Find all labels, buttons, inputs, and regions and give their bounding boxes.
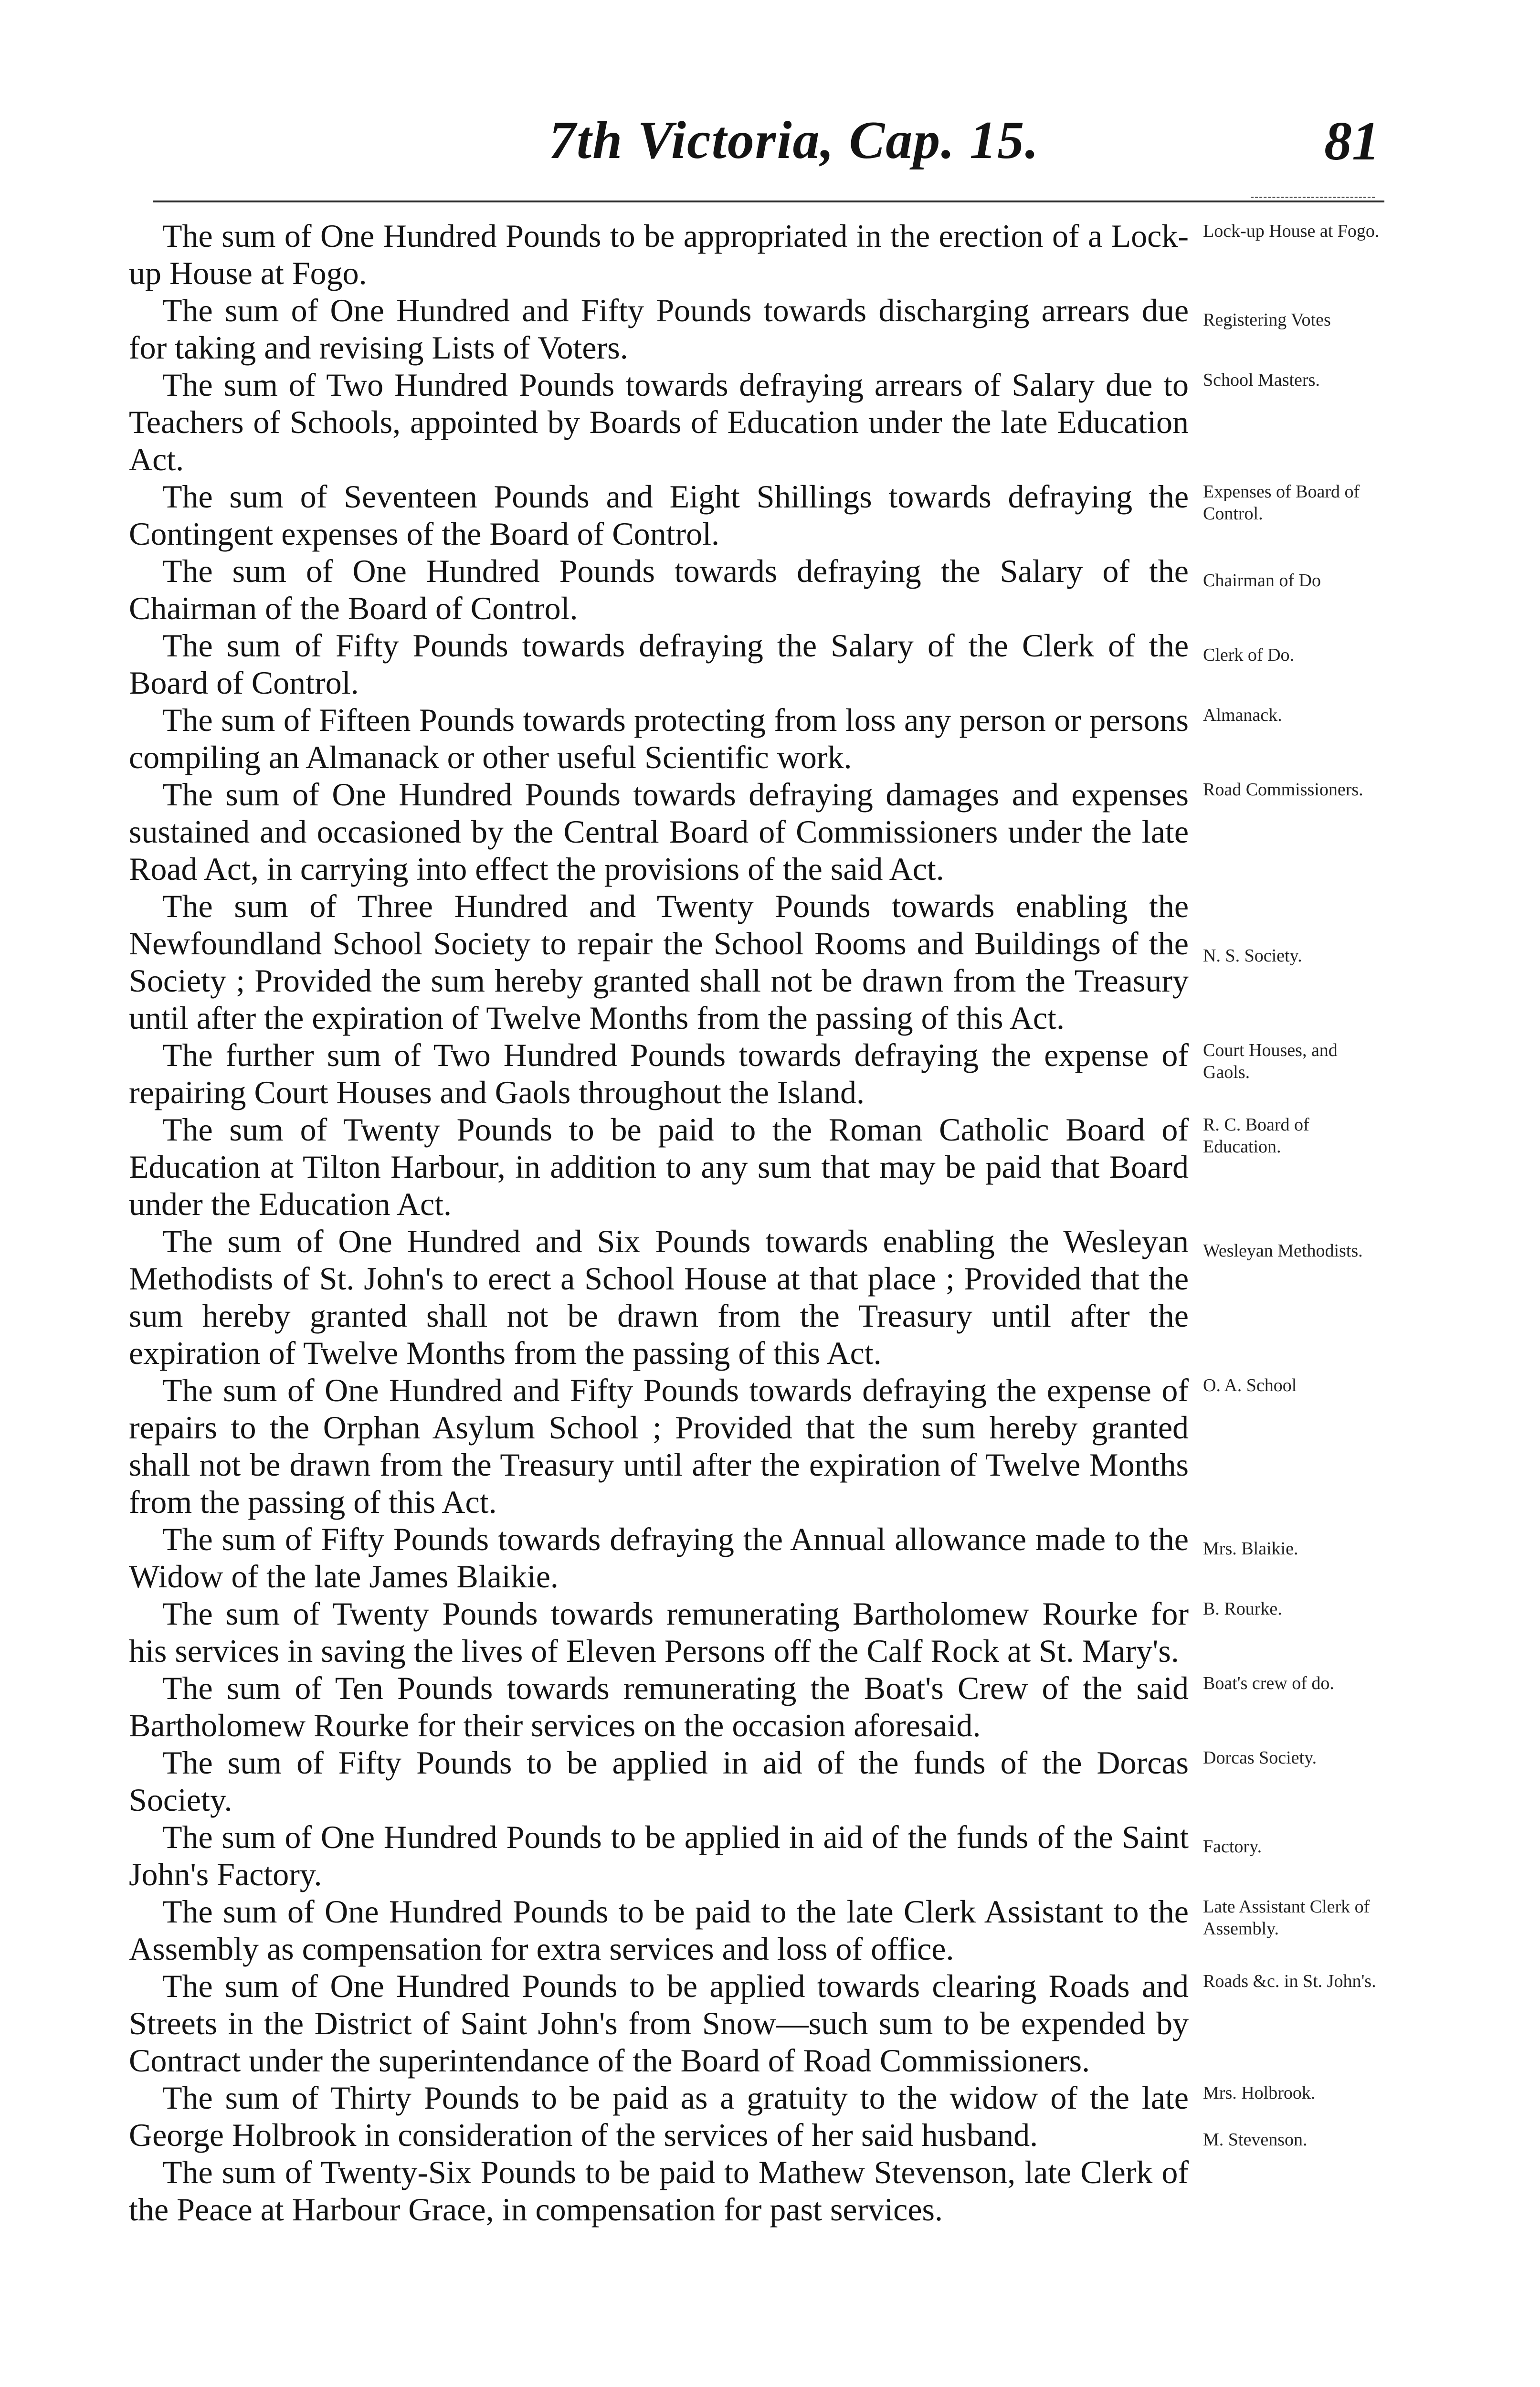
margin-note: Registering Votes — [1203, 310, 1331, 330]
margin-note: Boat's crew of do. — [1203, 1673, 1334, 1693]
margin-note: Wesleyan Methodists. — [1203, 1241, 1363, 1261]
header-rule-dash — [1251, 197, 1375, 198]
entry-factory — [129, 1818, 1384, 1893]
entry-lock-up-house — [129, 217, 1384, 292]
entry-text: The sum of One Hundred Pounds towards defraying damages and expenses sustained and occasioned by the Central Board of Commissioners under the late Road Act, in carrying into effect the provisions of the said Act. — [129, 776, 1189, 887]
margin-note: Almanack. — [1203, 705, 1282, 725]
entry-roads-snow — [129, 1967, 1384, 2079]
margin-note: School Masters. — [1203, 370, 1320, 390]
entry-orphan-asylum — [129, 1372, 1384, 1521]
header-rule — [153, 201, 1384, 202]
margin-note: Lock-up House at Fogo. — [1203, 221, 1380, 241]
entry-text: The sum of Twenty-Six Pounds to be paid to Mathew Stevenson, late Clerk of the Peace at Harbour Grace, in compensation for past services. — [129, 2154, 1189, 2228]
page-number: 81 — [1324, 111, 1380, 172]
entry-text: The sum of One Hundred and Fifty Pounds towards discharging arrears due for taking and revising Lists of Voters. — [129, 292, 1189, 366]
entry-text: The sum of One Hundred Pounds to be applied in aid of the funds of the Saint John's Factory. — [129, 1819, 1189, 1892]
entry-almanack — [129, 701, 1384, 776]
entry-text: The sum of Two Hundred Pounds towards defraying arrears of Salary due to Teachers of Schools, appointed by Boards of Education under the late Education Act. — [129, 367, 1189, 477]
entry-newfoundland-school-society — [129, 887, 1384, 1036]
entry-stevenson — [129, 2130, 1384, 2228]
entry-registering-votes — [129, 292, 1384, 366]
entry-text: The sum of Fifty Pounds towards defraying the Annual allowance made to the Widow of the late James Blaikie. — [129, 1521, 1189, 1595]
entry-rc-board — [129, 1111, 1384, 1223]
margin-note: O. A. School — [1203, 1375, 1297, 1395]
margin-note: N. S. Society. — [1203, 946, 1302, 966]
margin-note: Expenses of Board of Control. — [1203, 482, 1360, 524]
entry-text: The sum of One Hundred Pounds to be paid to the late Clerk Assistant to the Assembly as compensation for extra services and loss of office. — [129, 1893, 1189, 1967]
entry-holbrook — [129, 2079, 1384, 2154]
entry-text: The sum of Thirty Pounds to be paid as a gratuity to the widow of the late George Holbrook in consideration of the services of her said husband. — [129, 2080, 1189, 2153]
running-title: 7th Victoria, Cap. 15. — [549, 111, 1040, 170]
margin-note: M. Stevenson. — [1203, 2130, 1308, 2150]
entry-clerk — [129, 627, 1384, 701]
margin-note: Court Houses, and Gaols. — [1203, 1040, 1338, 1082]
entry-text: The sum of One Hundred Pounds to be appropriated in the erection of a Lock-up House at Fogo. — [129, 218, 1189, 291]
entry-boats-crew — [129, 1669, 1384, 1744]
entry-wesleyan-methodists — [129, 1223, 1384, 1372]
entry-text: The sum of Three Hundred and Twenty Pounds towards enabling the Newfoundland School Society to repair the School Rooms and Buildings of the Society ; Provided the sum hereby granted shall not be drawn from the Treasury until after the expiration of Twelve Months from the passing of this Act. — [129, 888, 1189, 1036]
entry-court-houses — [129, 1036, 1384, 1111]
margin-note: Dorcas Society. — [1203, 1748, 1317, 1768]
entry-clerk-assistant — [129, 1893, 1384, 1967]
margin-note: Chairman of Do — [1203, 570, 1321, 591]
margin-note: Late Assistant Clerk of Assembly. — [1203, 1897, 1370, 1939]
entry-dorcas-society — [129, 1744, 1384, 1818]
margin-note: Factory. — [1203, 1837, 1262, 1857]
entry-text: The sum of Fifty Pounds to be applied in aid of the funds of the Dorcas Society. — [129, 1744, 1189, 1818]
entry-text: The sum of Ten Pounds towards remunerating the Boat's Crew of the said Bartholomew Rourke for their services on the occasion aforesaid. — [129, 1670, 1189, 1743]
entry-board-of-control-expenses — [129, 478, 1384, 552]
entry-text: The sum of Twenty Pounds towards remunerating Bartholomew Rourke for his services in saving the lives of Eleven Persons off the Calf Rock at St. Mary's. — [129, 1595, 1189, 1669]
entry-text: The sum of One Hundred and Six Pounds towards enabling the Wesleyan Methodists of St. John's to erect a School House at that place ; Provided that the sum hereby granted shall not be drawn from the Treasury until after the expiration of Twelve Months from the passing of this Act. — [129, 1223, 1189, 1371]
margin-note: Road Commissioners. — [1203, 780, 1363, 800]
entry-rourke — [129, 1595, 1384, 1669]
entry-text: The sum of One Hundred Pounds towards defraying the Salary of the Chairman of the Board of Control. — [129, 553, 1189, 626]
margin-note: Roads &c. in St. John's. — [1203, 1971, 1376, 1991]
margin-note: B. Rourke. — [1203, 1599, 1282, 1619]
entry-blaikie — [129, 1521, 1384, 1595]
margin-note: Clerk of Do. — [1203, 645, 1295, 665]
entry-text: The sum of One Hundred Pounds to be applied towards clearing Roads and Streets in the District of Saint John's from Snow—such sum to be expended by Contract under the superintendance of the Board of Road Commissioners. — [129, 1968, 1189, 2079]
entry-text: The sum of One Hundred and Fifty Pounds towards defraying the expense of repairs to the Orphan Asylum School ; Provided that the sum hereby granted shall not be drawn from the Treasury until after the expiration of Twelve Months from the passing of this Act. — [129, 1372, 1189, 1520]
entry-text: The sum of Twenty Pounds to be paid to the Roman Catholic Board of Education at Tilton Harbour, in addition to any sum that may be paid that Board under the Education Act. — [129, 1111, 1189, 1222]
entry-text: The sum of Fifteen Pounds towards protecting from loss any person or persons compiling an Almanack or other useful Scientific work. — [129, 702, 1189, 775]
entry-text: The sum of Seventeen Pounds and Eight Shillings towards defraying the Contingent expenses of the Board of Control. — [129, 478, 1189, 552]
entry-text: The further sum of Two Hundred Pounds towards defraying the expense of repairing Court Houses and Gaols throughout the Island. — [129, 1037, 1189, 1110]
appropriations-list — [129, 217, 1384, 2228]
margin-note: R. C. Board of Education. — [1203, 1115, 1309, 1157]
entry-chairman — [129, 552, 1384, 627]
page-header — [158, 110, 1380, 181]
entry-text: The sum of Fifty Pounds towards defraying the Salary of the Clerk of the Board of Control. — [129, 627, 1189, 701]
entry-school-masters — [129, 366, 1384, 478]
margin-note: Mrs. Holbrook. — [1203, 2083, 1316, 2103]
entry-road-commissioners — [129, 776, 1384, 887]
margin-note: Mrs. Blaikie. — [1203, 1539, 1298, 1559]
